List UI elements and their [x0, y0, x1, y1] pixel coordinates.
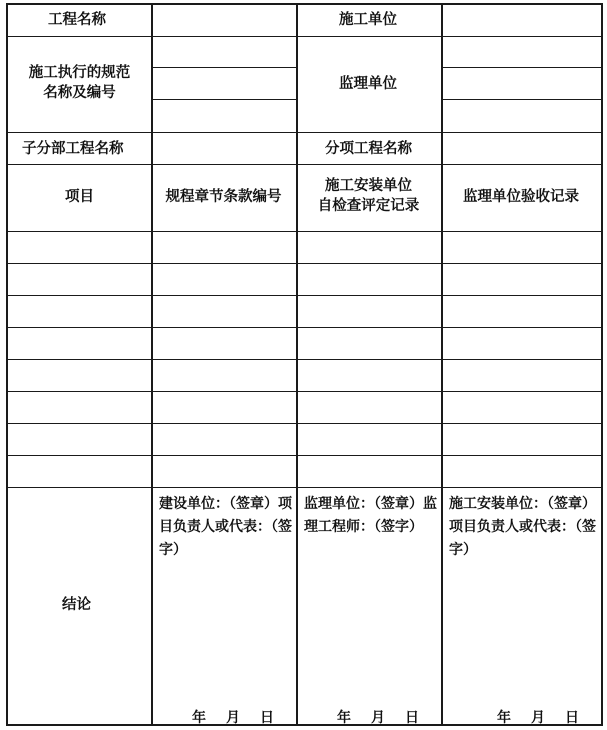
project-name-label: 工程名称: [48, 12, 106, 28]
date-year: 年: [497, 710, 511, 726]
inspection-record-form: [6, 3, 603, 726]
row-divider: [8, 455, 601, 456]
row-divider: [8, 359, 601, 360]
sub-division-label: 子分部工程名称: [22, 141, 124, 157]
installer-date: [497, 707, 579, 727]
owner-date: [192, 707, 274, 727]
col-item-header: 项目: [65, 189, 94, 205]
spec-label: 施工执行的规范 名称及编号: [28, 65, 131, 101]
row-divider: [8, 164, 601, 165]
row-divider: [441, 67, 601, 68]
row-divider: [8, 423, 601, 424]
col-divider-1: [151, 5, 153, 724]
installer-signature-block: 施工安装单位：（签章）项目负责人或代表：（签字）: [449, 496, 596, 558]
row-divider: [441, 99, 601, 100]
date-day: 日: [405, 710, 419, 726]
col-clause-header: 规程章节条款编号: [165, 189, 282, 205]
supervisor-signature-block: 监理单位：（签章）监理工程师：（签字）: [304, 496, 437, 535]
supervisor-label: 监理单位: [339, 76, 397, 92]
date-year: 年: [337, 710, 351, 726]
col-divider-2: [296, 5, 298, 724]
sub-item-label: 分项工程名称: [325, 141, 412, 157]
row-divider: [151, 99, 296, 100]
col-self-check-header: 施工安装单位 自检查评定记录: [317, 178, 420, 214]
date-month: 月: [371, 710, 385, 726]
row-divider: [8, 132, 601, 133]
col-acceptance-header: 监理单位验收记录: [463, 189, 579, 205]
supervisor-date: [337, 707, 419, 727]
row-divider: [8, 327, 601, 328]
row-divider: [8, 391, 601, 392]
row-divider: [8, 36, 601, 37]
date-year: 年: [192, 710, 206, 726]
row-divider: [8, 487, 601, 488]
row-divider: [8, 263, 601, 264]
date-day: 日: [260, 710, 274, 726]
row-divider: [8, 295, 601, 296]
conclusion-label: 结论: [62, 597, 91, 613]
row-divider: [151, 67, 296, 68]
date-month: 月: [226, 710, 240, 726]
date-month: 月: [531, 710, 545, 726]
date-day: 日: [565, 710, 579, 726]
owner-signature-block: 建设单位：（签章）项目负责人或代表：（签字）: [159, 496, 292, 558]
col-divider-3: [441, 5, 443, 724]
constructor-label: 施工单位: [339, 12, 397, 28]
row-divider: [8, 231, 601, 232]
